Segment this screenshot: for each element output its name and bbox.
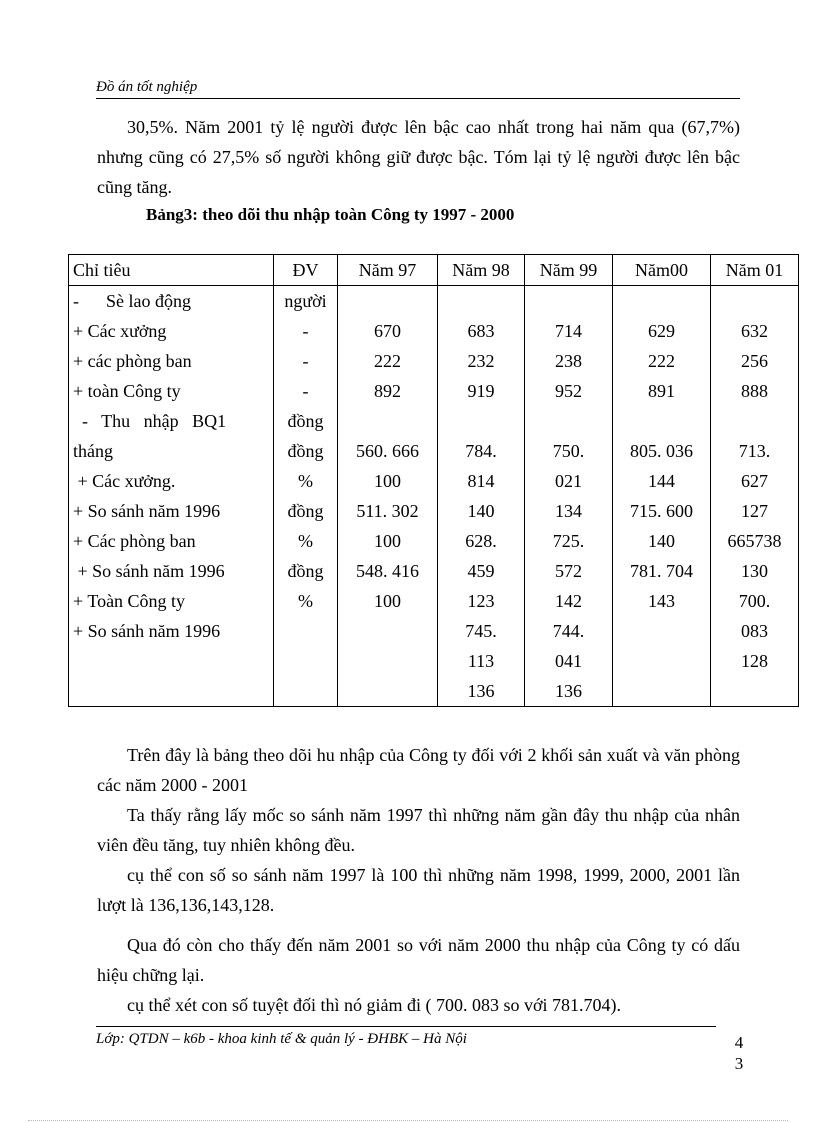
column-header: ĐV <box>274 255 338 286</box>
table-cell: % <box>274 526 338 556</box>
table-row <box>69 376 799 406</box>
table-cell: 140 <box>438 496 525 526</box>
table-cell <box>338 616 438 646</box>
table-cell <box>274 676 338 707</box>
table-row <box>69 526 799 556</box>
table-cell: 130 <box>711 556 799 586</box>
row-label-cell: + toàn Công ty <box>69 376 274 406</box>
table-row <box>69 586 799 616</box>
row-label-cell: + Các phòng ban <box>69 526 274 556</box>
table-row <box>69 556 799 586</box>
table-cell: đồng <box>274 556 338 586</box>
table-cell: - <box>274 346 338 376</box>
table-cell: 683 <box>438 316 525 346</box>
table-cell: 142 <box>525 586 613 616</box>
table-cell: 714 <box>525 316 613 346</box>
table-cell: 952 <box>525 376 613 406</box>
table-cell: 627 <box>711 466 799 496</box>
page-footer: Lớp: QTDN – k6b - khoa kinh tế & quản lý - ĐHBK – Hà Nội <box>96 1031 467 1047</box>
table-cell: 548. 416 <box>338 556 438 586</box>
table-cell: 222 <box>338 346 438 376</box>
page-header: Đồ án tốt nghiệp <box>96 78 740 99</box>
table-cell: 100 <box>338 466 438 496</box>
table-cell <box>711 406 799 436</box>
table-row <box>69 496 799 526</box>
table-cell: % <box>274 586 338 616</box>
table-cell: 560. 666 <box>338 436 438 466</box>
table-cell: 123 <box>438 586 525 616</box>
table-row <box>69 346 799 376</box>
table-row <box>69 466 799 496</box>
table-cell: 632 <box>711 316 799 346</box>
table-cell: 784. <box>438 436 525 466</box>
table-cell <box>338 286 438 317</box>
table-cell: 665738 <box>711 526 799 556</box>
table-cell <box>338 676 438 707</box>
table-cell: 238 <box>525 346 613 376</box>
summary-paragraph: Trên đây là bảng theo dõi hu nhập của Công ty đối với 2 khối sản xuất và văn phòng các năm 2000 - 2001 <box>97 745 740 795</box>
table-cell <box>438 286 525 317</box>
table-cell: đồng <box>274 436 338 466</box>
table-cell <box>613 616 711 646</box>
table-cell: 745. <box>438 616 525 646</box>
table-cell: 459 <box>438 556 525 586</box>
row-label-cell: + So sánh năm 1996 <box>69 616 274 646</box>
table-cell: 744. <box>525 616 613 646</box>
slowdown-paragraph: Qua đó còn cho thấy đến năm 2001 so với năm 2000 thu nhập của Công ty có dấu hiệu chững lại. <box>97 935 740 985</box>
income-table <box>68 254 799 707</box>
table-cell <box>613 286 711 317</box>
table-cell: - <box>274 316 338 346</box>
table-cell: người <box>274 286 338 317</box>
table-cell: 670 <box>338 316 438 346</box>
table-cell: 128 <box>711 646 799 676</box>
row-label-cell: - Sè lao động <box>69 286 274 317</box>
table-row <box>69 616 799 646</box>
table-cell: % <box>274 466 338 496</box>
row-label-cell: + Các xưởng. <box>69 466 274 496</box>
table-cell: 136 <box>525 676 613 707</box>
table-cell <box>274 616 338 646</box>
table-cell: 892 <box>338 376 438 406</box>
table-cell: 127 <box>711 496 799 526</box>
index-paragraph: cụ thể con số so sánh năm 1997 là 100 thì những năm 1998, 1999, 2000, 2001 lần lượt là 136,136,143,128. <box>97 865 740 915</box>
table-cell: 232 <box>438 346 525 376</box>
table-cell: 083 <box>711 616 799 646</box>
table-cell: 713. <box>711 436 799 466</box>
table-row <box>69 676 799 707</box>
table-cell: đồng <box>274 496 338 526</box>
table-cell: 134 <box>525 496 613 526</box>
trend-paragraph: Ta thấy rằng lấy mốc so sánh năm 1997 thì những năm gần đây thu nhập của nhân viên đều tăng, tuy nhiên không đều. <box>97 805 740 855</box>
table-row <box>69 646 799 676</box>
table-cell <box>613 676 711 707</box>
table-cell: đồng <box>274 406 338 436</box>
intro-paragraph: 30,5%. Năm 2001 tỷ lệ người được lên bậc cao nhất trong hai năm qua (67,7%) nhưng cũng có 27,5% số người không giữ được bậc. Tóm lại tỷ lệ người được lên bậc cũng tăng. <box>97 117 740 197</box>
table-cell: 814 <box>438 466 525 496</box>
table-cell: 572 <box>525 556 613 586</box>
table-cell <box>525 286 613 317</box>
table-cell <box>613 406 711 436</box>
table-cell: - <box>274 376 338 406</box>
column-header: Năm 01 <box>711 255 799 286</box>
column-header: Năm00 <box>613 255 711 286</box>
table-cell: 021 <box>525 466 613 496</box>
row-label-cell <box>69 676 274 707</box>
table-cell: 113 <box>438 646 525 676</box>
table-cell: 222 <box>613 346 711 376</box>
column-header: Năm 97 <box>338 255 438 286</box>
table-caption: Bảng3: theo dõi thu nhập toàn Công ty 1997 - 2000 <box>146 205 515 224</box>
table-cell: 100 <box>338 526 438 556</box>
table-cell <box>274 646 338 676</box>
row-label-cell: + So sánh năm 1996 <box>69 556 274 586</box>
absolute-paragraph: cụ thể xét con số tuyệt đối thì nó giảm đi ( 700. 083 so với 781.704). <box>127 995 621 1015</box>
column-header: Chỉ tiêu <box>69 255 274 286</box>
column-header: Năm 99 <box>525 255 613 286</box>
table-cell: 700. <box>711 586 799 616</box>
table-cell: 136 <box>438 676 525 707</box>
row-label-cell <box>69 646 274 676</box>
table-cell <box>338 646 438 676</box>
table-row <box>69 406 799 436</box>
column-header: Năm 98 <box>438 255 525 286</box>
table-cell <box>525 406 613 436</box>
table-cell: 919 <box>438 376 525 406</box>
table-cell <box>338 406 438 436</box>
table-cell: 143 <box>613 586 711 616</box>
table-cell: 629 <box>613 316 711 346</box>
table-cell: 725. <box>525 526 613 556</box>
table-row <box>69 436 799 466</box>
table-cell: 891 <box>613 376 711 406</box>
table-row <box>69 286 799 317</box>
table-cell: 144 <box>613 466 711 496</box>
table-cell <box>438 406 525 436</box>
page-number: 4 3 <box>734 1033 744 1073</box>
table-cell: 805. 036 <box>613 436 711 466</box>
row-label-cell: - Thu nhập BQ1 <box>69 406 274 436</box>
row-label-cell: tháng <box>69 436 274 466</box>
row-label-cell: + Các xưởng <box>69 316 274 346</box>
table-cell: 256 <box>711 346 799 376</box>
table-cell: 140 <box>613 526 711 556</box>
page-bottom-border <box>28 1120 788 1121</box>
table-cell <box>711 286 799 317</box>
table-header-row <box>69 255 799 286</box>
table-cell: 511. 302 <box>338 496 438 526</box>
table-cell: 628. <box>438 526 525 556</box>
table-cell: 041 <box>525 646 613 676</box>
row-label-cell: + So sánh năm 1996 <box>69 496 274 526</box>
row-label-cell: + Toàn Công ty <box>69 586 274 616</box>
table-cell: 750. <box>525 436 613 466</box>
row-label-cell: + các phòng ban <box>69 346 274 376</box>
table-cell: 715. 600 <box>613 496 711 526</box>
table-row <box>69 316 799 346</box>
table-cell <box>613 646 711 676</box>
table-cell: 888 <box>711 376 799 406</box>
footer-divider <box>96 1026 716 1027</box>
table-cell: 100 <box>338 586 438 616</box>
table-cell: 781. 704 <box>613 556 711 586</box>
table-cell <box>711 676 799 707</box>
